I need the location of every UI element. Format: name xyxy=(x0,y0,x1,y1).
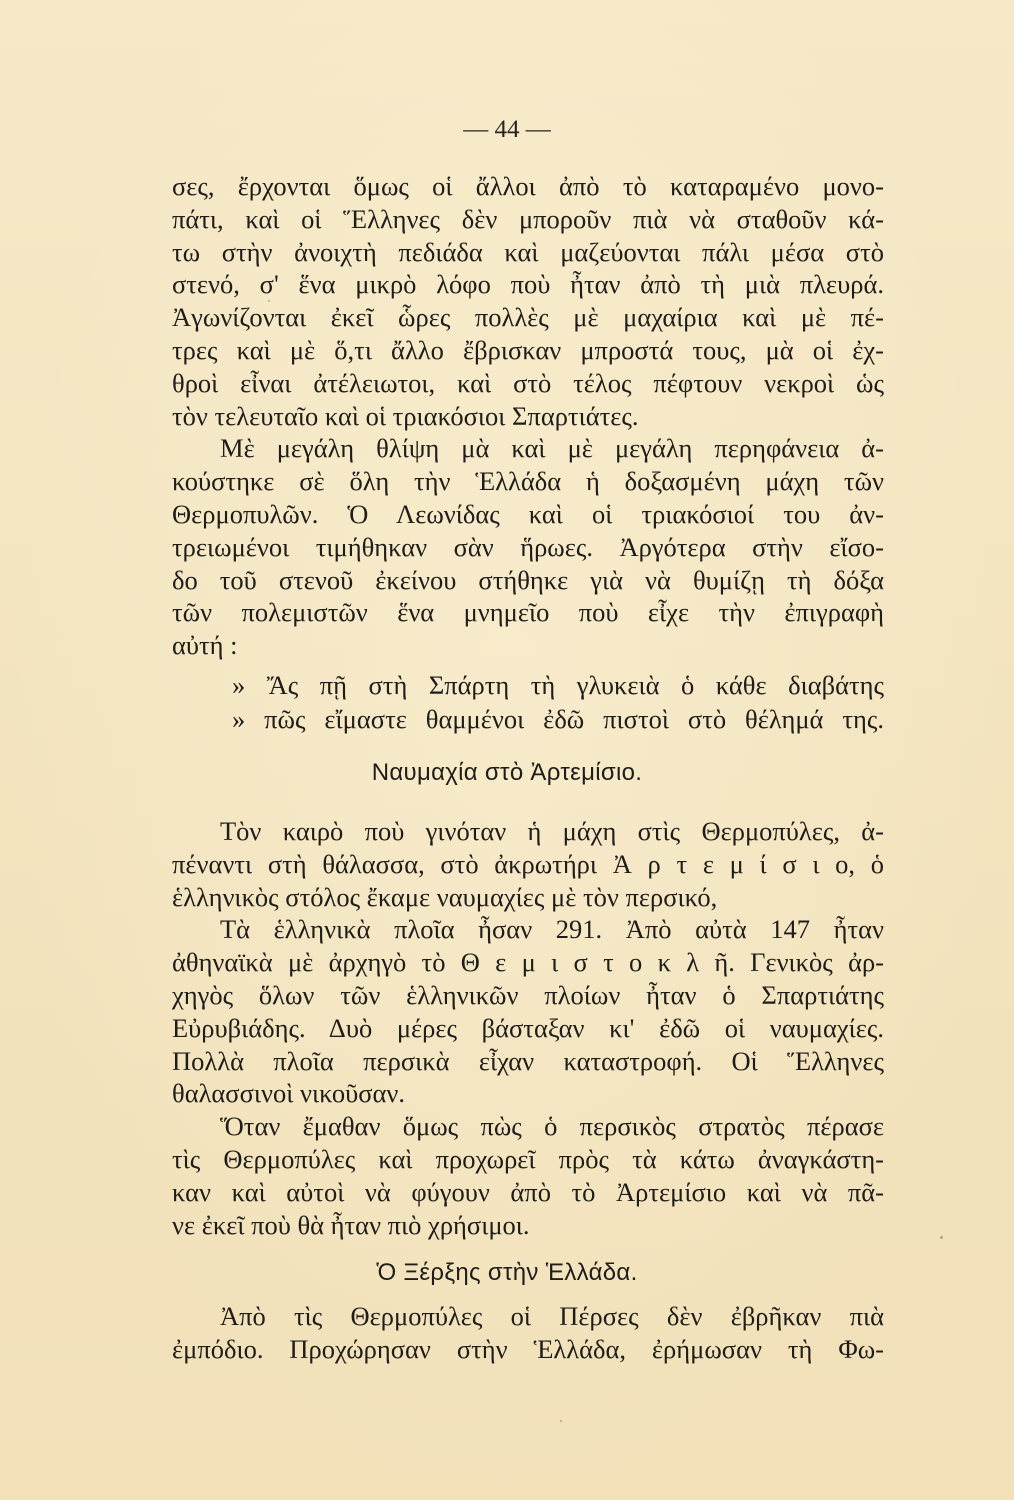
paragraph-block-xerxes xyxy=(172,1300,884,1366)
text-line: χηγὸς ὅλων τῶν ἑλληνικῶν πλοίων ἦταν ὁ Σπαρτιάτης xyxy=(172,979,884,1010)
text-line: ἑλληνικὸς στόλος ἔκαμε ναυμαχίες μὲ τὸν περσικό, xyxy=(172,881,718,912)
paper-speck xyxy=(940,1236,943,1239)
text-line: τρες καὶ μὲ ὅ,τι ἄλλο ἔβρισκαν μπροστά τους, μὰ οἱ ἐχ- xyxy=(172,334,884,365)
text-line: δο τοῦ στενοῦ ἐκείνου στήθηκε γιὰ νὰ θυμίζῃ τὴ δόξα xyxy=(172,564,884,595)
text-line: νε ἐκεῖ ποὺ θὰ ἦταν πιὸ χρήσιμοι. xyxy=(172,1209,530,1240)
text-line: στενό, σ' ἕνα μικρὸ λόφο ποὺ ἦταν ἀπὸ τὴ μιὰ πλευρά. xyxy=(172,269,884,300)
text-line: καν καὶ αὐτοὶ νὰ φύγουν ἀπὸ τὸ Ἀρτεμίσιο καὶ νὰ πᾶ- xyxy=(172,1176,884,1207)
text-line: θαλασσινοὶ νικοῦσαν. xyxy=(172,1078,406,1109)
page-number: — 44 — xyxy=(463,116,551,143)
text-line: αὐτή : xyxy=(172,630,238,661)
text-line: τὶς Θερμοπύλες καὶ προχωρεῖ πρὸς τὰ κάτω ἀναγκάστη- xyxy=(172,1143,884,1174)
text-line: σες, ἔρχονται ὅμως οἱ ἄλλοι ἀπὸ τὸ καταραμένο μονο- xyxy=(172,171,884,201)
text-line: ἐμπόδιο. Προχώρησαν στὴν Ἑλλάδα, ἐρήμωσαν τὴ Φω- xyxy=(172,1333,884,1364)
paragraph-block-artemisium xyxy=(172,815,884,1241)
text-line: τῶν πολεμιστῶν ἕνα μνημεῖο ποὺ εἶχε τὴν ἐπιγραφὴ xyxy=(172,597,884,628)
text-line: Ἀγωνίζονται ἐκεῖ ὧρες πολλὲς μὲ μαχαίρια καὶ μὲ πέ- xyxy=(172,302,884,333)
text-line: πάτι, καὶ οἱ Ἕλληνες δὲν μποροῦν πιὰ νὰ σταθοῦν κά- xyxy=(172,203,884,234)
text-line: Εὐρυβιάδης. Δυὸ μέρες βάσταξαν κι' ἐδῶ οἱ ναυμαχίες. xyxy=(172,1012,884,1043)
text-line: θροὶ εἶναι ἀτέλειωτοι, καὶ στὸ τέλος πέφτουν νεκροὶ ὡς xyxy=(172,367,884,398)
text-line: Μὲ μεγάλη θλίψη μὰ καὶ μὲ μεγάλη περηφάνεια ἀ- xyxy=(220,433,884,464)
paragraph-block-thermopylae xyxy=(172,170,884,662)
text-line: Τὰ ἑλληνικὰ πλοῖα ἦσαν 291. Ἀπὸ αὐτὰ 147 ἦταν xyxy=(220,914,884,945)
section-heading-xerxes: Ὁ Ξέρξης στὴν Ἑλλάδα. xyxy=(376,1259,638,1286)
text-line: Ὅταν ἔμαθαν ὅμως πὼς ὁ περσικὸς στρατὸς πέρασε xyxy=(220,1111,884,1142)
text-line: ἀθηναϊκὰ μὲ ἀρχηγὸ τὸ Θ ε μ ι σ τ ο κ λ ῆ. Γενικὸς ἀρ- xyxy=(172,947,884,978)
text-line: τρειωμένοι τιμήθηκαν σὰν ἥρωες. Ἀργότερα στὴν εἴσο- xyxy=(172,531,884,562)
paper-speck xyxy=(560,1420,562,1422)
verse-line: » Ἄς πῇ στὴ Σπάρτη τὴ γλυκειὰ ὁ κάθε διαβάτης xyxy=(232,670,884,700)
section-heading-artemisium: Ναυμαχία στὸ Ἀρτεμίσιο. xyxy=(371,759,643,786)
text-line: Θερμοπυλῶν. Ὁ Λεωνίδας καὶ οἱ τριακόσιοί του ἀν- xyxy=(172,498,884,529)
verse-line: » πῶς εἴμαστε θαμμένοι ἐδῶ πιστοὶ στὸ θέλημά της. xyxy=(232,704,884,734)
text-line: Τὸν καιρὸ ποὺ γινόταν ἡ μάχη στὶς Θερμοπύλες, ἀ- xyxy=(220,816,884,846)
text-line: κούστηκε σὲ ὅλη τὴν Ἑλλάδα ἡ δοξασμένη μάχη τῶν xyxy=(172,466,884,497)
text-line: Πολλὰ πλοῖα περσικὰ εἶχαν καταστροφή. Οἱ Ἕλληνες xyxy=(172,1045,884,1076)
text-line: τὸν τελευταῖο καὶ οἱ τριακόσιοι Σπαρτιάτες. xyxy=(172,400,639,431)
epigram-verses xyxy=(232,668,884,736)
text-line: Ἀπὸ τὶς Θερμοπύλες οἱ Πέρσες δὲν ἐβρῆκαν πιὰ xyxy=(220,1301,884,1331)
paper-speck xyxy=(268,300,270,302)
text-line: πέναντι στὴ θάλασσα, στὸ ἀκρωτήρι Ἀ ρ τ ε μ ί σ ι ο, ὁ xyxy=(172,848,884,879)
text-line: τω στὴν ἀνοιχτὴ πεδιάδα καὶ μαζεύονται πάλι μέσα στὸ xyxy=(172,236,884,267)
